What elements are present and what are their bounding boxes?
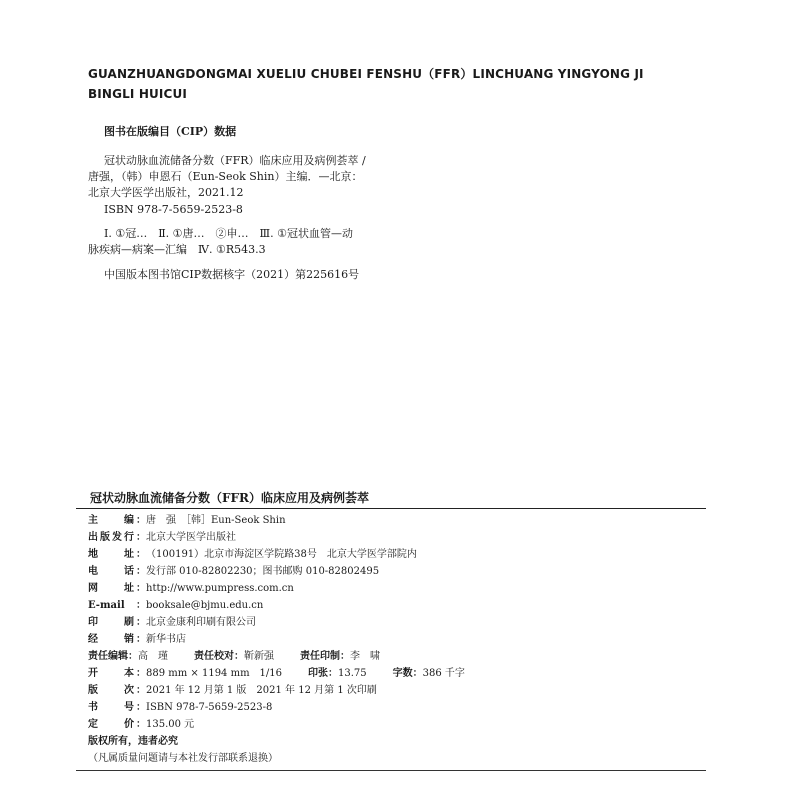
info-label: 印 刷： (88, 617, 146, 628)
pinyin-title-line-1: GUANZHUANGDONGMAI XUELIU CHUBEI FENSHU（FFR）LINCHUANG YINGYONG JI (88, 67, 644, 81)
info-row-printer (88, 614, 256, 631)
info-value: 高 瑾 (138, 651, 168, 662)
info-row-publisher (88, 529, 236, 546)
pinyin-title (88, 64, 728, 104)
info-value: 北京金康利印刷有限公司 (146, 617, 256, 628)
info-value: http://www.pumpress.com.cn (146, 583, 294, 594)
cip-heading: 图书在版编目（CIP）数据 (104, 125, 237, 138)
info-label: 字数： (392, 668, 423, 679)
cip-line: 脉疾病—病案—汇编 Ⅳ. ①R543.3 (88, 243, 266, 256)
cip-line: 中国版本图书馆CIP数据核字（2021）第225616号 (104, 268, 360, 281)
info-value: 北京大学医学出版社 (146, 532, 236, 543)
pinyin-title-line-2: BINGLI HUICUI (88, 87, 188, 101)
info-label: 主 编： (88, 515, 146, 526)
info-label: 定 价： (88, 719, 146, 730)
info-value: 李 啸 (350, 651, 380, 662)
info-row-format (88, 665, 465, 682)
info-value: 386 千字 (422, 668, 465, 679)
info-label: 出版发行： (88, 532, 146, 543)
cip-line: 唐强，（韩）申恩石（Eun-Seok Shin）主编．—北京： (88, 170, 363, 183)
rights-statement: 版权所有，违者必究 (88, 736, 178, 747)
info-row-edition (88, 682, 377, 699)
info-label: 经 销： (88, 634, 146, 645)
info-value: ISBN 978-7-5659-2523-8 (146, 702, 273, 713)
divider (76, 508, 706, 509)
info-label: 责任编辑： (88, 651, 138, 662)
cip-line: ISBN 978-7-5659-2523-8 (104, 203, 243, 216)
info-row-distributor (88, 631, 186, 648)
book-title: 冠状动脉血流储备分数（FFR）临床应用及病例荟萃 (90, 491, 370, 505)
info-row-isbn (88, 699, 272, 716)
info-label: 开 本： (88, 668, 146, 679)
info-value: 新华书店 (146, 634, 186, 645)
info-label: 书 号： (88, 702, 146, 713)
return-notice: （凡属质量问题请与本社发行部联系退换） (88, 753, 278, 764)
info-label: 版 次： (88, 685, 146, 696)
info-value: 唐 强 ［韩］Eun-Seok Shin (146, 515, 286, 526)
info-value: 发行部 010-82802230；图书邮购 010-82802495 (146, 566, 380, 577)
cip-line: 北京大学医学出版社，2021.12 (88, 186, 244, 199)
info-value: 135.00 元 (146, 719, 195, 730)
cip-line: 冠状动脉血流储备分数（FFR）临床应用及病例荟萃 / (104, 154, 366, 167)
info-label: 电 话： (88, 566, 146, 577)
info-label: 地 址： (88, 549, 146, 560)
info-row-editor (88, 512, 286, 529)
info-label: 责任校对： (194, 651, 244, 662)
info-label: 网 址： (88, 583, 146, 594)
cip-line: Ⅰ. ①冠… Ⅱ. ①唐… ②申… Ⅲ. ①冠状血管—动 (104, 227, 353, 240)
info-label: 印张： (308, 668, 339, 679)
info-label: E-mail： (88, 600, 146, 611)
info-value: 889 mm × 1194 mm 1/16 (146, 668, 283, 679)
info-value: 13.75 (338, 668, 367, 679)
info-row-phone (88, 563, 379, 580)
info-value: （100191）北京市海淀区学院路38号 北京大学医学部院内 (146, 549, 417, 560)
info-label: 责任印制： (300, 651, 350, 662)
info-value: 靳新强 (244, 651, 274, 662)
info-row-website (88, 580, 294, 597)
info-value: 2021 年 12 月第 1 版 2021 年 12 月第 1 次印刷 (146, 685, 377, 696)
info-value: booksale@bjmu.edu.cn (146, 600, 264, 611)
info-row-email (88, 597, 263, 614)
info-row-editors (88, 648, 380, 665)
divider (76, 770, 706, 771)
info-row-price (88, 716, 194, 733)
info-row-address (88, 546, 417, 563)
